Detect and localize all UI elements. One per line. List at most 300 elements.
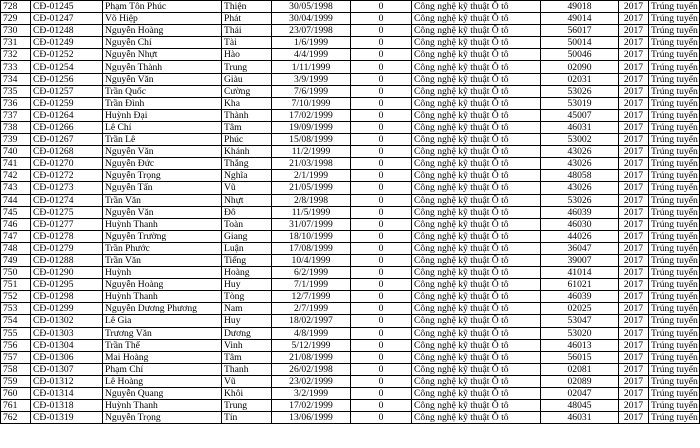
year-cell: 2017 — [619, 85, 649, 97]
year-cell: 2017 — [619, 206, 649, 218]
year-cell: 2017 — [619, 182, 649, 194]
school-code-cell: 02081 — [541, 363, 619, 375]
zero-value-cell: 0 — [351, 291, 412, 303]
year-cell: 2017 — [619, 315, 649, 327]
school-code-cell: 53026 — [541, 85, 619, 97]
first-name-cell: Tòng — [222, 291, 272, 303]
row-number-cell: 743 — [1, 182, 31, 194]
date-of-birth-cell: 18/02/1997 — [272, 315, 351, 327]
major-cell: Công nghệ kỹ thuật Ô tô — [412, 254, 541, 266]
last-middle-name-cell: Phạm Chí — [103, 363, 222, 375]
last-middle-name-cell: Trần Văn — [103, 254, 222, 266]
school-code-cell: 02047 — [541, 388, 619, 400]
first-name-cell: Luận — [222, 242, 272, 254]
year-cell: 2017 — [619, 194, 649, 206]
result-cell: Trúng tuyển — [649, 73, 700, 85]
date-of-birth-cell: 7/1/1999 — [272, 279, 351, 291]
major-cell: Công nghệ kỹ thuật Ô tô — [412, 230, 541, 242]
school-code-cell: 49018 — [541, 1, 619, 13]
major-cell: Công nghệ kỹ thuật Ô tô — [412, 13, 541, 25]
zero-value-cell: 0 — [351, 146, 412, 158]
school-code-cell: 61021 — [541, 279, 619, 291]
last-middle-name-cell: Nguyễn Thành — [103, 61, 222, 73]
zero-value-cell: 0 — [351, 267, 412, 279]
major-cell: Công nghệ kỹ thuật Ô tô — [412, 242, 541, 254]
first-name-cell: Vinh — [222, 339, 272, 351]
first-name-cell: Trung — [222, 61, 272, 73]
zero-value-cell: 0 — [351, 61, 412, 73]
candidate-code-cell: CĐ-01273 — [31, 182, 103, 194]
zero-value-cell: 0 — [351, 97, 412, 109]
major-cell: Công nghệ kỹ thuật Ô tô — [412, 400, 541, 412]
result-cell: Trúng tuyển — [649, 230, 700, 242]
table-row — [1, 375, 700, 387]
candidate-code-cell: CĐ-01277 — [31, 218, 103, 230]
row-number-cell: 755 — [1, 327, 31, 339]
last-middle-name-cell: Huỳnh — [103, 267, 222, 279]
first-name-cell: Tài — [222, 37, 272, 49]
table-row — [1, 254, 700, 266]
year-cell: 2017 — [619, 363, 649, 375]
zero-value-cell: 0 — [351, 134, 412, 146]
date-of-birth-cell: 18/10/1999 — [272, 230, 351, 242]
zero-value-cell: 0 — [351, 49, 412, 61]
major-cell: Công nghệ kỹ thuật Ô tô — [412, 85, 541, 97]
first-name-cell: Vũ — [222, 375, 272, 387]
school-code-cell: 02025 — [541, 303, 619, 315]
date-of-birth-cell: 21/05/1999 — [272, 182, 351, 194]
table-row — [1, 242, 700, 254]
major-cell: Công nghệ kỹ thuật Ô tô — [412, 109, 541, 121]
year-cell: 2017 — [619, 134, 649, 146]
result-cell: Trúng tuyển — [649, 61, 700, 73]
candidate-code-cell: CĐ-01267 — [31, 134, 103, 146]
result-cell: Trúng tuyển — [649, 303, 700, 315]
zero-value-cell: 0 — [351, 230, 412, 242]
date-of-birth-cell: 3/9/1999 — [272, 73, 351, 85]
candidate-code-cell: CĐ-01256 — [31, 73, 103, 85]
result-cell: Trúng tuyển — [649, 170, 700, 182]
major-cell: Công nghệ kỹ thuật Ô tô — [412, 218, 541, 230]
result-cell: Trúng tuyển — [649, 267, 700, 279]
last-middle-name-cell: Nguyễn Dương Phương — [103, 303, 222, 315]
school-code-cell: 41014 — [541, 267, 619, 279]
first-name-cell: Giàu — [222, 73, 272, 85]
candidate-code-cell: CĐ-01245 — [31, 1, 103, 13]
candidate-code-cell: CĐ-01288 — [31, 254, 103, 266]
year-cell: 2017 — [619, 254, 649, 266]
first-name-cell: Nam — [222, 303, 272, 315]
table-row — [1, 339, 700, 351]
candidate-code-cell: CĐ-01303 — [31, 327, 103, 339]
last-middle-name-cell: Huỳnh Thanh — [103, 400, 222, 412]
school-code-cell: 46031 — [541, 412, 619, 424]
result-cell: Trúng tuyển — [649, 25, 700, 37]
last-middle-name-cell: Nguyễn Chí — [103, 37, 222, 49]
date-of-birth-cell: 17/02/1999 — [272, 400, 351, 412]
school-code-cell: 53020 — [541, 327, 619, 339]
result-cell: Trúng tuyển — [649, 1, 700, 13]
result-cell: Trúng tuyển — [649, 279, 700, 291]
last-middle-name-cell: Nguyễn Hoàng — [103, 279, 222, 291]
year-cell: 2017 — [619, 327, 649, 339]
date-of-birth-cell: 11/2/1999 — [272, 146, 351, 158]
candidate-code-cell: CĐ-01248 — [31, 25, 103, 37]
result-cell: Trúng tuyển — [649, 363, 700, 375]
last-middle-name-cell: Trần Thế — [103, 339, 222, 351]
zero-value-cell: 0 — [351, 1, 412, 13]
date-of-birth-cell: 21/03/1998 — [272, 158, 351, 170]
row-number-cell: 735 — [1, 85, 31, 97]
school-code-cell: 48058 — [541, 170, 619, 182]
first-name-cell: Vũ — [222, 182, 272, 194]
result-cell: Trúng tuyển — [649, 146, 700, 158]
date-of-birth-cell: 12/7/1999 — [272, 291, 351, 303]
table-row — [1, 279, 700, 291]
last-middle-name-cell: Nguyễn Trường — [103, 230, 222, 242]
result-cell: Trúng tuyển — [649, 194, 700, 206]
major-cell: Công nghệ kỹ thuật Ô tô — [412, 412, 541, 424]
zero-value-cell: 0 — [351, 218, 412, 230]
first-name-cell: Toàn — [222, 218, 272, 230]
first-name-cell: Khôi — [222, 388, 272, 400]
result-cell: Trúng tuyển — [649, 206, 700, 218]
date-of-birth-cell: 17/08/1999 — [272, 242, 351, 254]
date-of-birth-cell: 23/02/1999 — [272, 375, 351, 387]
result-cell: Trúng tuyển — [649, 375, 700, 387]
date-of-birth-cell: 19/09/1999 — [272, 121, 351, 133]
last-middle-name-cell: Nguyễn Trọng — [103, 412, 222, 424]
zero-value-cell: 0 — [351, 85, 412, 97]
row-number-cell: 737 — [1, 109, 31, 121]
last-middle-name-cell: Lê Gia — [103, 315, 222, 327]
candidate-code-cell: CĐ-01314 — [31, 388, 103, 400]
last-middle-name-cell: Nguyễn Văn — [103, 73, 222, 85]
year-cell: 2017 — [619, 121, 649, 133]
zero-value-cell: 0 — [351, 412, 412, 424]
row-number-cell: 744 — [1, 194, 31, 206]
row-number-cell: 746 — [1, 218, 31, 230]
school-code-cell: 46031 — [541, 121, 619, 133]
date-of-birth-cell: 13/06/1999 — [272, 412, 351, 424]
row-number-cell: 756 — [1, 339, 31, 351]
row-number-cell: 754 — [1, 315, 31, 327]
year-cell: 2017 — [619, 97, 649, 109]
candidate-code-cell: CĐ-01290 — [31, 267, 103, 279]
row-number-cell: 732 — [1, 49, 31, 61]
school-code-cell: 50014 — [541, 37, 619, 49]
major-cell: Công nghệ kỹ thuật Ô tô — [412, 1, 541, 13]
zero-value-cell: 0 — [351, 25, 412, 37]
date-of-birth-cell: 15/08/1999 — [272, 134, 351, 146]
date-of-birth-cell: 4/8/1999 — [272, 327, 351, 339]
last-middle-name-cell: Nguyễn Văn — [103, 146, 222, 158]
year-cell: 2017 — [619, 61, 649, 73]
first-name-cell: Tâm — [222, 351, 272, 363]
year-cell: 2017 — [619, 218, 649, 230]
zero-value-cell: 0 — [351, 254, 412, 266]
last-middle-name-cell: Huỳnh Thanh — [103, 291, 222, 303]
table-row — [1, 61, 700, 73]
date-of-birth-cell: 11/5/1999 — [272, 206, 351, 218]
zero-value-cell: 0 — [351, 327, 412, 339]
first-name-cell: Thành — [222, 109, 272, 121]
candidate-code-cell: CĐ-01259 — [31, 97, 103, 109]
table-row — [1, 37, 700, 49]
table-row — [1, 97, 700, 109]
year-cell: 2017 — [619, 1, 649, 13]
table-row — [1, 182, 700, 194]
zero-value-cell: 0 — [351, 182, 412, 194]
candidate-code-cell: CĐ-01254 — [31, 61, 103, 73]
table-row — [1, 146, 700, 158]
first-name-cell: Hoàng — [222, 267, 272, 279]
school-code-cell: 56017 — [541, 25, 619, 37]
table-row — [1, 85, 700, 97]
row-number-cell: 733 — [1, 61, 31, 73]
first-name-cell: Kha — [222, 97, 272, 109]
school-code-cell: 44026 — [541, 230, 619, 242]
last-middle-name-cell: Nguyễn Văn — [103, 206, 222, 218]
result-cell: Trúng tuyển — [649, 109, 700, 121]
row-number-cell: 752 — [1, 291, 31, 303]
date-of-birth-cell: 2/8/1998 — [272, 194, 351, 206]
candidate-code-cell: CĐ-01272 — [31, 170, 103, 182]
table-row — [1, 388, 700, 400]
major-cell: Công nghệ kỹ thuật Ô tô — [412, 206, 541, 218]
zero-value-cell: 0 — [351, 37, 412, 49]
last-middle-name-cell: Nguyễn Nhựt — [103, 49, 222, 61]
major-cell: Công nghệ kỹ thuật Ô tô — [412, 351, 541, 363]
year-cell: 2017 — [619, 242, 649, 254]
zero-value-cell: 0 — [351, 242, 412, 254]
table-row — [1, 170, 700, 182]
row-number-cell: 734 — [1, 73, 31, 85]
major-cell: Công nghệ kỹ thuật Ô tô — [412, 327, 541, 339]
date-of-birth-cell: 10/4/1999 — [272, 254, 351, 266]
last-middle-name-cell: Mai Hoàng — [103, 351, 222, 363]
major-cell: Công nghệ kỹ thuật Ô tô — [412, 315, 541, 327]
major-cell: Công nghệ kỹ thuật Ô tô — [412, 182, 541, 194]
result-cell: Trúng tuyển — [649, 291, 700, 303]
zero-value-cell: 0 — [351, 279, 412, 291]
school-code-cell: 46039 — [541, 206, 619, 218]
row-number-cell: 761 — [1, 400, 31, 412]
row-number-cell: 731 — [1, 37, 31, 49]
table-row — [1, 400, 700, 412]
zero-value-cell: 0 — [351, 339, 412, 351]
major-cell: Công nghệ kỹ thuật Ô tô — [412, 279, 541, 291]
result-cell: Trúng tuyển — [649, 97, 700, 109]
major-cell: Công nghệ kỹ thuật Ô tô — [412, 146, 541, 158]
row-number-cell: 762 — [1, 412, 31, 424]
candidate-code-cell: CĐ-01312 — [31, 375, 103, 387]
zero-value-cell: 0 — [351, 121, 412, 133]
school-code-cell: 36047 — [541, 242, 619, 254]
result-cell: Trúng tuyển — [649, 37, 700, 49]
year-cell: 2017 — [619, 49, 649, 61]
last-middle-name-cell: Lê Hoàng — [103, 375, 222, 387]
year-cell: 2017 — [619, 146, 649, 158]
year-cell: 2017 — [619, 158, 649, 170]
row-number-cell: 750 — [1, 267, 31, 279]
date-of-birth-cell: 31/07/1999 — [272, 218, 351, 230]
first-name-cell: Tiếng — [222, 254, 272, 266]
candidate-code-cell: CĐ-01249 — [31, 37, 103, 49]
school-code-cell: 53002 — [541, 134, 619, 146]
candidate-code-cell: CĐ-01274 — [31, 194, 103, 206]
candidate-code-cell: CĐ-01252 — [31, 49, 103, 61]
year-cell: 2017 — [619, 25, 649, 37]
zero-value-cell: 0 — [351, 194, 412, 206]
school-code-cell: 50046 — [541, 49, 619, 61]
row-number-cell: 759 — [1, 375, 31, 387]
zero-value-cell: 0 — [351, 351, 412, 363]
result-cell: Trúng tuyển — [649, 388, 700, 400]
row-number-cell: 729 — [1, 13, 31, 25]
first-name-cell: Giang — [222, 230, 272, 242]
major-cell: Công nghệ kỹ thuật Ô tô — [412, 375, 541, 387]
row-number-cell: 739 — [1, 134, 31, 146]
last-middle-name-cell: Nguyễn Hoàng — [103, 25, 222, 37]
year-cell: 2017 — [619, 37, 649, 49]
row-number-cell: 741 — [1, 158, 31, 170]
candidate-code-cell: CĐ-01275 — [31, 206, 103, 218]
school-code-cell: 43026 — [541, 158, 619, 170]
row-number-cell: 745 — [1, 206, 31, 218]
first-name-cell: Đô — [222, 206, 272, 218]
year-cell: 2017 — [619, 375, 649, 387]
result-cell: Trúng tuyển — [649, 400, 700, 412]
zero-value-cell: 0 — [351, 363, 412, 375]
first-name-cell: Thắng — [222, 158, 272, 170]
last-middle-name-cell: Phạm Tôn Phúc — [103, 1, 222, 13]
major-cell: Công nghệ kỹ thuật Ô tô — [412, 134, 541, 146]
table-row — [1, 73, 700, 85]
year-cell: 2017 — [619, 170, 649, 182]
date-of-birth-cell: 1/6/1999 — [272, 37, 351, 49]
result-cell: Trúng tuyển — [649, 85, 700, 97]
date-of-birth-cell: 2/7/1999 — [272, 303, 351, 315]
last-middle-name-cell: Trần Văn — [103, 194, 222, 206]
result-cell: Trúng tuyển — [649, 351, 700, 363]
last-middle-name-cell: Huỳnh Thanh — [103, 218, 222, 230]
table-row — [1, 25, 700, 37]
year-cell: 2017 — [619, 351, 649, 363]
last-middle-name-cell: Nguyễn Quang — [103, 388, 222, 400]
date-of-birth-cell: 1/11/1999 — [272, 61, 351, 73]
first-name-cell: Khánh — [222, 146, 272, 158]
year-cell: 2017 — [619, 109, 649, 121]
row-number-cell: 747 — [1, 230, 31, 242]
table-row — [1, 291, 700, 303]
result-cell: Trúng tuyển — [649, 182, 700, 194]
year-cell: 2017 — [619, 267, 649, 279]
year-cell: 2017 — [619, 339, 649, 351]
school-code-cell: 02090 — [541, 61, 619, 73]
last-middle-name-cell: Nguyễn Đức — [103, 158, 222, 170]
candidate-code-cell: CĐ-01295 — [31, 279, 103, 291]
row-number-cell: 749 — [1, 254, 31, 266]
zero-value-cell: 0 — [351, 158, 412, 170]
row-number-cell: 728 — [1, 1, 31, 13]
school-code-cell: 02089 — [541, 375, 619, 387]
table-row — [1, 13, 700, 25]
school-code-cell: 56015 — [541, 351, 619, 363]
table-row — [1, 49, 700, 61]
candidate-code-cell: CĐ-01307 — [31, 363, 103, 375]
date-of-birth-cell: 3/2/1999 — [272, 388, 351, 400]
first-name-cell: Tâm — [222, 121, 272, 133]
first-name-cell: Huy — [222, 315, 272, 327]
candidate-code-cell: CĐ-01264 — [31, 109, 103, 121]
last-middle-name-cell: Võ Hiệp — [103, 13, 222, 25]
result-cell: Trúng tuyển — [649, 254, 700, 266]
school-code-cell: 46030 — [541, 218, 619, 230]
school-code-cell: 02031 — [541, 73, 619, 85]
row-number-cell: 738 — [1, 121, 31, 133]
table-row — [1, 134, 700, 146]
result-cell: Trúng tuyển — [649, 412, 700, 424]
first-name-cell: Huy — [222, 279, 272, 291]
last-middle-name-cell: Trần Đình — [103, 97, 222, 109]
last-middle-name-cell: Trương Văn — [103, 327, 222, 339]
row-number-cell: 760 — [1, 388, 31, 400]
candidate-code-cell: CĐ-01266 — [31, 121, 103, 133]
candidate-code-cell: CĐ-01247 — [31, 13, 103, 25]
table-row — [1, 315, 700, 327]
zero-value-cell: 0 — [351, 400, 412, 412]
candidate-code-cell: CĐ-01306 — [31, 351, 103, 363]
major-cell: Công nghệ kỹ thuật Ô tô — [412, 49, 541, 61]
last-middle-name-cell: Trần Phước — [103, 242, 222, 254]
candidate-code-cell: CĐ-01270 — [31, 158, 103, 170]
table-row — [1, 1, 700, 13]
school-code-cell: 39007 — [541, 254, 619, 266]
first-name-cell: Thái — [222, 25, 272, 37]
table-row — [1, 327, 700, 339]
result-cell: Trúng tuyển — [649, 134, 700, 146]
zero-value-cell: 0 — [351, 388, 412, 400]
candidate-code-cell: CĐ-01302 — [31, 315, 103, 327]
zero-value-cell: 0 — [351, 73, 412, 85]
school-code-cell: 48045 — [541, 400, 619, 412]
date-of-birth-cell: 23/07/1998 — [272, 25, 351, 37]
result-cell: Trúng tuyển — [649, 218, 700, 230]
candidate-code-cell: CĐ-01304 — [31, 339, 103, 351]
last-middle-name-cell: Huỳnh Đại — [103, 109, 222, 121]
major-cell: Công nghệ kỹ thuật Ô tô — [412, 388, 541, 400]
first-name-cell: Thanh — [222, 363, 272, 375]
major-cell: Công nghệ kỹ thuật Ô tô — [412, 73, 541, 85]
table-row — [1, 218, 700, 230]
row-number-cell: 751 — [1, 279, 31, 291]
row-number-cell: 736 — [1, 97, 31, 109]
result-cell: Trúng tuyển — [649, 13, 700, 25]
zero-value-cell: 0 — [351, 109, 412, 121]
row-number-cell: 730 — [1, 25, 31, 37]
major-cell: Công nghệ kỹ thuật Ô tô — [412, 303, 541, 315]
table-row — [1, 121, 700, 133]
date-of-birth-cell: 17/02/1999 — [272, 109, 351, 121]
major-cell: Công nghệ kỹ thuật Ô tô — [412, 170, 541, 182]
year-cell: 2017 — [619, 412, 649, 424]
date-of-birth-cell: 7/6/1999 — [272, 85, 351, 97]
date-of-birth-cell: 30/05/1998 — [272, 1, 351, 13]
candidate-code-cell: CĐ-01257 — [31, 85, 103, 97]
last-middle-name-cell: Trần Lê — [103, 134, 222, 146]
major-cell: Công nghệ kỹ thuật Ô tô — [412, 291, 541, 303]
